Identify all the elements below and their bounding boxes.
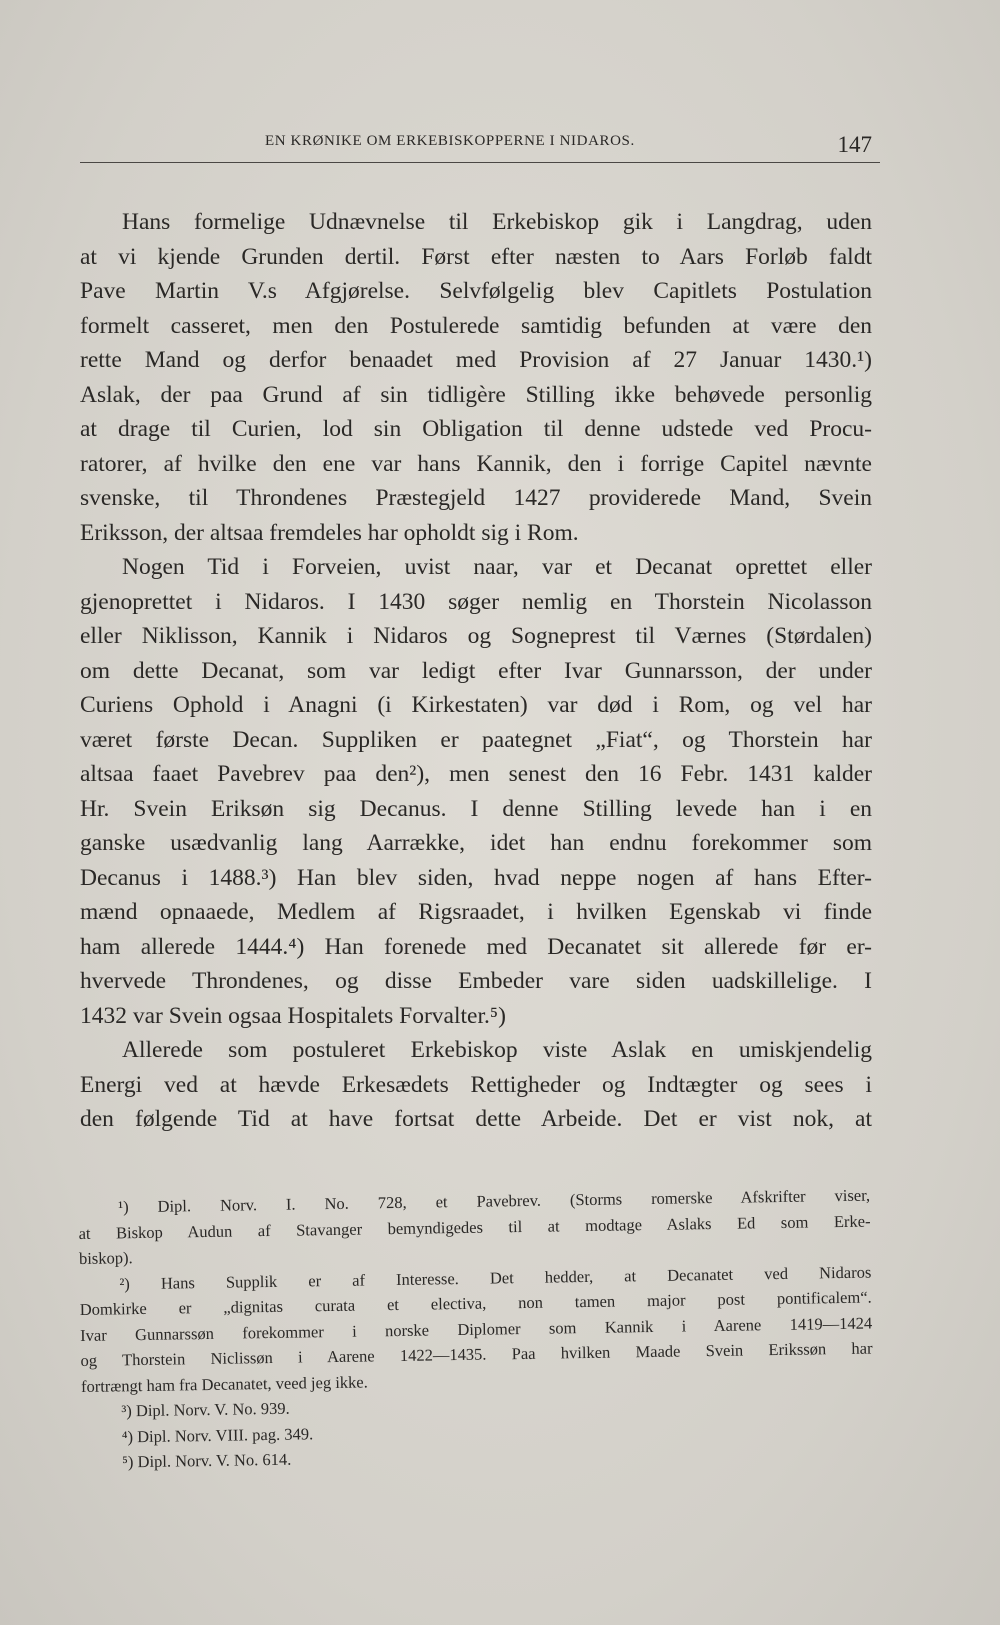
text-line: Energi ved at hævde Erkesædets Rettigheder og Indtægter og sees i: [80, 1071, 872, 1098]
footnote-line: og Thorstein Niclissøn i Aarene 1422—1435. Paa hvilken Maade Svein Erikssøn har: [80, 1338, 873, 1370]
text-line: rette Mand og derfor benaadet med Provision af 27 Januar 1430.¹): [80, 347, 872, 373]
text-line: ham allerede 1444.⁴) Han forenede med Decanatet sit allerede før er-: [80, 933, 872, 960]
text-line: hvervede Throndenes, og disse Embeder vare siden uadskillelige. I: [80, 968, 872, 994]
text-line: 1432 var Svein ogsaa Hospitalets Forvalter.⁵): [80, 1002, 506, 1029]
text-line: mænd opnaaede, Medlem af Rigsraadet, i hvilken Egenskab vi finde: [80, 899, 872, 925]
text-line: ganske usædvanlig lang Aarrække, idet han endnu forekommer som: [80, 830, 872, 856]
text-line: Hr. Svein Eriksøn sig Decanus. I denne Stilling levede han i en: [80, 795, 872, 822]
footnotes: [78, 1183, 874, 1476]
footnote-line: biskop).: [78, 1248, 133, 1268]
text-line: den følgende Tid at have fortsat dette Arbeide. Det er vist nok, at: [80, 1106, 872, 1132]
text-line: gjenoprettet i Nidaros. I 1430 søger nemlig en Thorstein Nicolasson: [80, 588, 872, 615]
text-line: eller Niklisson, Kannik i Nidaros og Sogneprest til Værnes (Størdalen): [80, 623, 872, 649]
footnote-line: ²) Hans Supplik er af Interesse. Det hedder, at Decanatet ved Nidaros: [119, 1262, 872, 1293]
footnote-line: Domkirke er „dignitas curata et electiva, non tamen major post pontificalem“.: [79, 1287, 872, 1319]
text-line: været første Decan. Suppliken er paategnet „Fiat“, og Thorstein har: [80, 726, 872, 753]
main-text: [80, 205, 872, 1137]
page-header: [80, 118, 880, 168]
text-line: Nogen Tid i Forveien, uvist naar, var et Decanat oprettet eller: [122, 554, 872, 580]
header-rule: [80, 162, 880, 163]
footnote-line: ¹) Dipl. Norv. I. No. 728, et Pavebrev. (Storms romerske Afskrifter viser,: [118, 1185, 871, 1217]
footnote-line: at Biskop Audun af Stavanger bemyndigedes til at modtage Aslaks Ed som Erke-: [78, 1211, 871, 1243]
text-line: Curiens Ophold i Anagni (i Kirkestaten) var død i Rom, og vel har: [80, 692, 872, 718]
text-line: Pave Martin V.s Afgjørelse. Selvfølgelig blev Capitlets Postulation: [80, 278, 872, 304]
running-head: EN KRØNIKE OM ERKEBISKOPPERNE I NIDAROS.: [265, 133, 635, 149]
text-line: at vi kjende Grunden dertil. Først efter næsten to Aars Forløb faldt: [80, 243, 872, 270]
text-line: formelt casseret, men den Postulerede samtidig befunden at være den: [80, 312, 872, 339]
text-line: ratorer, af hvilke den ene var hans Kannik, den i forrige Capitel nævnte: [80, 450, 872, 477]
text-line: altsaa faaet Pavebrev paa den²), men senest den 16 Febr. 1431 kalder: [80, 761, 872, 787]
footnote-line: Ivar Gunnarssøn forekommer i norske Diplomer som Kannik i Aarene 1419—1424: [80, 1313, 873, 1345]
text-line: Aslak, der paa Grund af sin tidligère Stilling ikke behøvede personlig: [80, 381, 872, 408]
text-line: Decanus i 1488.³) Han blev siden, hvad neppe nogen af hans Efter-: [80, 864, 872, 891]
page-number: 147: [837, 132, 872, 157]
text-line: Allerede som postuleret Erkebiskop viste Aslak en umiskjendelig: [122, 1037, 872, 1063]
text-line: Hans formelige Udnævnelse til Erkebiskop gik i Langdrag, uden: [122, 209, 872, 235]
text-line: svenske, til Throndenes Præstegjeld 1427 providerede Mand, Svein: [80, 485, 872, 511]
text-line: om dette Decanat, som var ledigt efter Ivar Gunnarsson, der under: [80, 657, 872, 684]
footnote-line: ⁵) Dipl. Norv. V. No. 614.: [122, 1449, 292, 1472]
footnote-line: ³) Dipl. Norv. V. No. 939.: [121, 1398, 290, 1421]
footnote-line: ⁴) Dipl. Norv. VIII. pag. 349.: [121, 1423, 314, 1446]
text-line: at drage til Curien, lod sin Obligation til denne udstede ved Procu-: [80, 416, 872, 442]
text-line: Eriksson, der altsaa fremdeles har opholdt sig i Rom.: [80, 519, 579, 546]
footnote-line: fortrængt ham fra Decanatet, veed jeg ikke.: [80, 1371, 368, 1396]
